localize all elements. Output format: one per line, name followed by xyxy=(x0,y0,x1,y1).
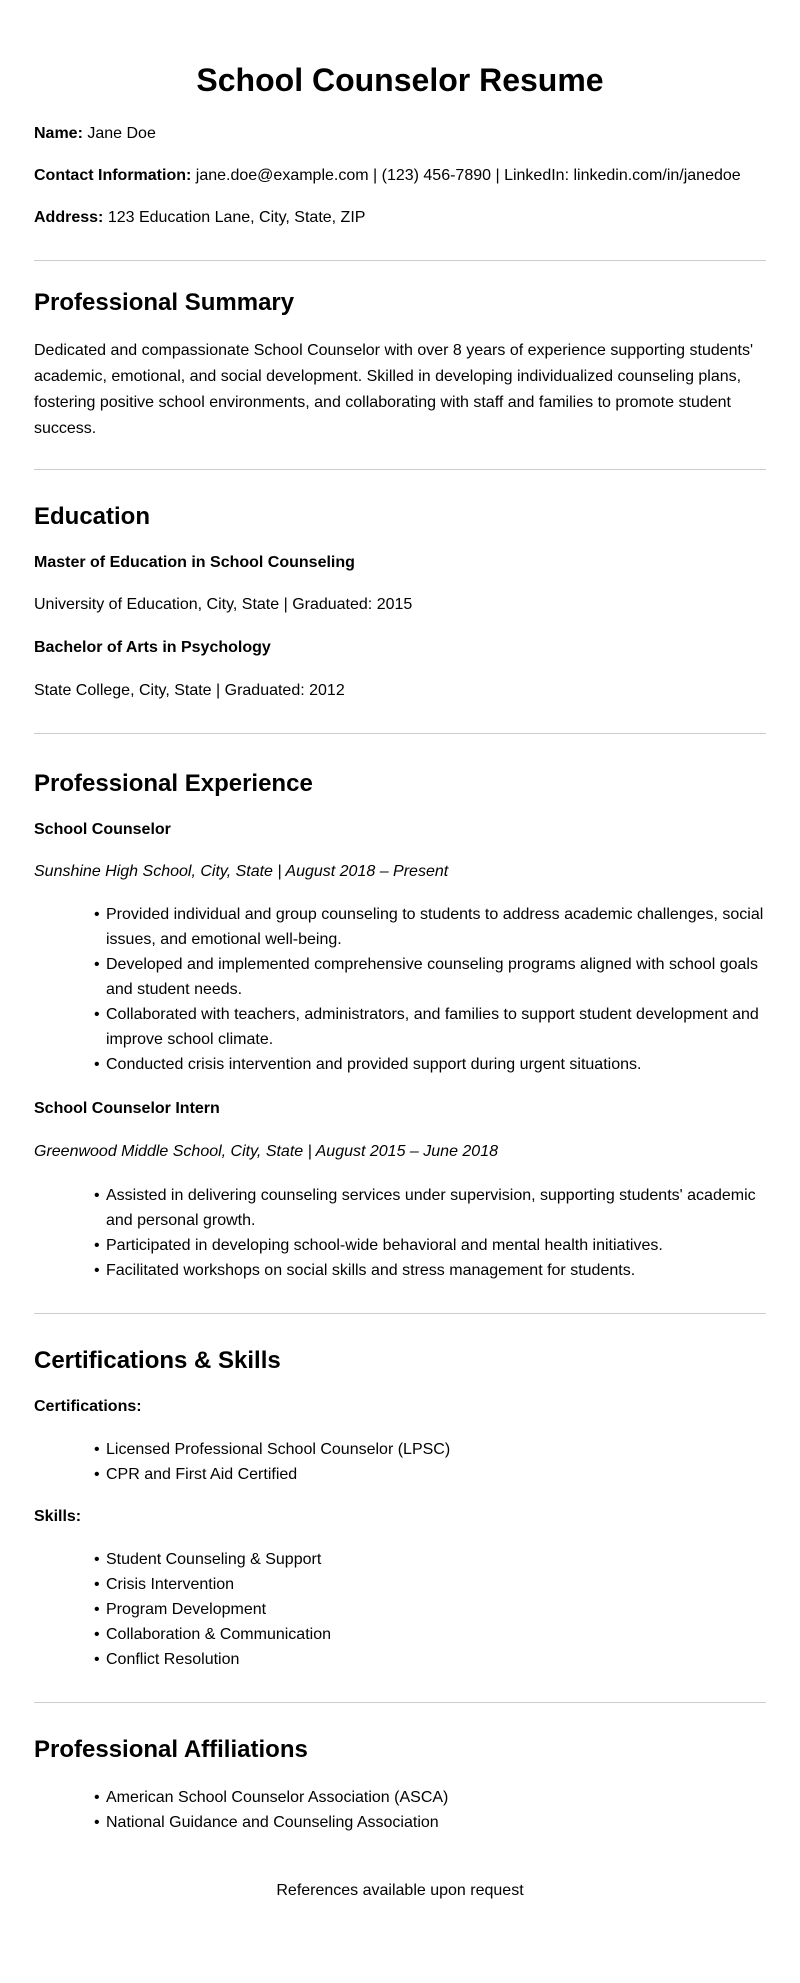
degree-details: State College, City, State | Graduated: 2012 xyxy=(34,682,345,699)
address-label: Address: xyxy=(34,209,104,226)
affiliations-section xyxy=(34,1736,766,1835)
list-item: • Participated in developing school-wide behavioral and mental health initiatives. xyxy=(94,1233,766,1258)
summary-heading: Professional Summary xyxy=(34,289,295,316)
education-section xyxy=(34,503,766,701)
name-line xyxy=(34,124,766,144)
job-title: School Counselor xyxy=(34,821,171,838)
contact-info-value: jane.doe@example.com | (123) 456-7890 | LinkedIn: linkedin.com/in/janedoe xyxy=(195,167,741,184)
degree-title: Bachelor of Arts in Psychology xyxy=(34,639,271,656)
skills-list xyxy=(34,1547,766,1672)
section-divider xyxy=(34,469,766,470)
list-item: • Conflict Resolution xyxy=(94,1647,766,1672)
page-title: School Counselor Resume xyxy=(196,62,604,98)
job-entry xyxy=(34,820,766,1077)
address-line xyxy=(34,208,766,228)
list-item: • Developed and implemented comprehensive counseling programs aligned with school goals and student needs. xyxy=(94,952,766,1002)
skills-label: Skills: xyxy=(34,1508,82,1525)
section-divider xyxy=(34,260,766,261)
contact-block xyxy=(34,124,766,228)
certifications-skills-heading: Certifications & Skills xyxy=(34,1347,281,1374)
job-meta: Greenwood Middle School, City, State | August 2015 – June 2018 xyxy=(34,1143,498,1160)
list-item: • American School Counselor Association (ASCA) xyxy=(94,1785,766,1810)
list-item: • CPR and First Aid Certified xyxy=(94,1462,766,1487)
section-divider xyxy=(34,1313,766,1314)
job-duties-list xyxy=(34,1183,766,1283)
list-item: • Crisis Intervention xyxy=(94,1572,766,1597)
summary-text: Dedicated and compassionate School Counselor with over 8 years of experience supporting students' academic, emotional, and social development. Skilled in developing individualized counseling plans, fostering positive school environments, and collaborating with staff and families to promote student success. xyxy=(34,342,754,437)
list-item: • Conducted crisis intervention and provided support during urgent situations. xyxy=(94,1052,766,1077)
degree-details: University of Education, City, State | Graduated: 2015 xyxy=(34,596,413,613)
list-item: • Provided individual and group counseling to students to address academic challenges, social issues, and emotional well-being. xyxy=(94,902,766,952)
job-entry xyxy=(34,1099,766,1283)
experience-heading: Professional Experience xyxy=(34,770,313,797)
job-meta: Sunshine High School, City, State | August 2018 – Present xyxy=(34,863,449,880)
education-heading: Education xyxy=(34,503,151,530)
address-value: 123 Education Lane, City, State, ZIP xyxy=(107,209,366,226)
section-divider xyxy=(34,733,766,734)
degree-title: Master of Education in School Counseling xyxy=(34,554,355,571)
references-note: References available upon request xyxy=(276,1882,524,1899)
certifications-skills-section xyxy=(34,1347,766,1672)
contact-info-line xyxy=(34,166,766,186)
list-item: • Licensed Professional School Counselor (LPSC) xyxy=(94,1437,766,1462)
list-item: • Facilitated workshops on social skills and stress management for students. xyxy=(94,1258,766,1283)
contact-info-label: Contact Information: xyxy=(34,167,192,184)
certifications-label: Certifications: xyxy=(34,1398,142,1415)
list-item: • National Guidance and Counseling Association xyxy=(94,1810,766,1835)
list-item: • Collaboration & Communication xyxy=(94,1622,766,1647)
list-item: • Collaborated with teachers, administrators, and families to support student development and improve school climate. xyxy=(94,1002,766,1052)
affiliations-heading: Professional Affiliations xyxy=(34,1736,308,1763)
certifications-list xyxy=(34,1437,766,1487)
section-divider xyxy=(34,1702,766,1703)
name-label: Name: xyxy=(34,125,83,142)
list-item: • Student Counseling & Support xyxy=(94,1547,766,1572)
experience-section xyxy=(34,770,766,1283)
job-duties-list xyxy=(34,902,766,1077)
job-title: School Counselor Intern xyxy=(34,1100,220,1117)
name-value: Jane Doe xyxy=(87,125,156,142)
affiliations-list xyxy=(34,1785,766,1835)
summary-section xyxy=(34,289,766,442)
list-item: • Assisted in delivering counseling services under supervision, supporting students' academic and personal growth. xyxy=(94,1183,766,1233)
list-item: • Program Development xyxy=(94,1597,766,1622)
